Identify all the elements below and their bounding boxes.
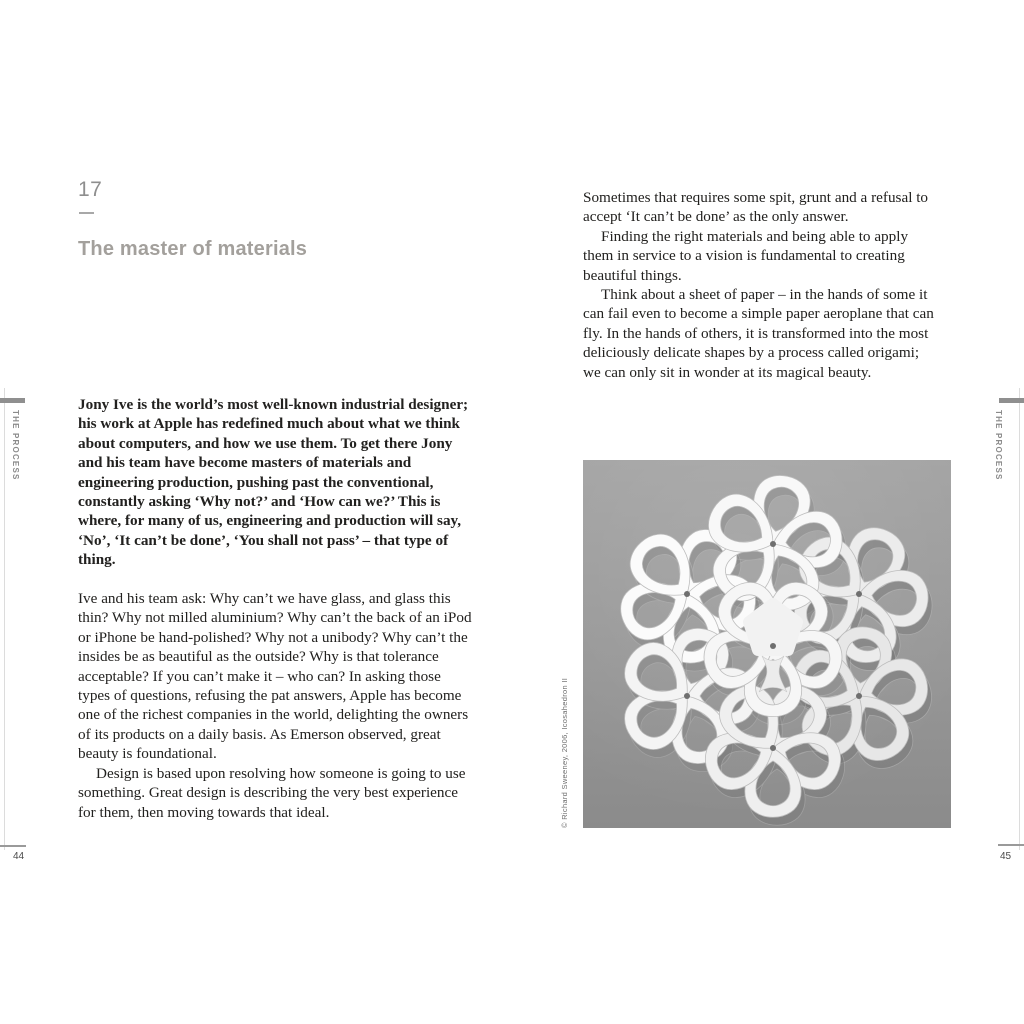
body-paragraph: Design is based upon resolving how someone is going to use something. Great design is describing the very best experience for them, then moving towards that ideal. xyxy=(78,764,466,821)
right-page-text-column xyxy=(583,188,939,382)
sidebar-label-right: THE PROCESS xyxy=(994,410,1003,481)
page-number-right: 45 xyxy=(1000,851,1012,862)
sidebar-label-left: THE PROCESS xyxy=(11,410,20,481)
origami-sculpture-image xyxy=(583,460,951,828)
section-bar-left xyxy=(0,398,25,403)
chapter-number-rule xyxy=(79,212,94,214)
chapter-number: 17 xyxy=(78,178,103,201)
section-bar-right xyxy=(999,398,1024,403)
page-number-left: 44 xyxy=(13,851,25,862)
photo-caption: © Richard Sweeney, 2006, Icosahedron II xyxy=(560,677,569,828)
body-paragraph: Ive and his team ask: Why can’t we have glass, and glass this thin? Why not milled aluminium? Why can’t the back of an iPod or iPhone be hand-polished? Why not a unibody? Why can’t the insides be as beautiful as the outside? Why is that tolerance acceptable? If you can’t make it – who can? In asking those types of questions, refusing the pat answers, Apple has become one of the richest companies in the world, delighting the owners of its products on a daily basis. As Emerson observed, great beauty is foundational. xyxy=(78,590,472,763)
folio-line-left xyxy=(0,845,26,847)
lead-paragraph: Jony Ive is the world’s most well-known industrial designer; his work at Apple has redefined much about what we think about computers, and how we use them. To get there Jony and his team have become masters of materials and engineering production, pushing past the conventional, constantly asking ‘Why not?’ and ‘How can we?’ This is where, for many of us, engineering and production will say, ‘No’, ‘It can’t be done’, ‘You shall not pass’ – that type of thing. xyxy=(78,396,469,569)
origami-sculpture-photo xyxy=(583,460,951,828)
body-paragraph: Think about a sheet of paper – in the hands of some it can fail even to become a simple paper aeroplane that can fly. In the hands of others, it is transformed into the most deliciously delicate shapes by a process called origami; we can only sit in wonder at its magical beauty. xyxy=(583,286,934,381)
body-paragraph: Finding the right materials and being able to apply them in service to a vision is fundamental to creating beautiful things. xyxy=(583,227,909,284)
chapter-title: The master of materials xyxy=(78,238,308,260)
page-edge-line-left xyxy=(4,388,5,850)
page-edge-line-right xyxy=(1019,388,1020,850)
body-paragraph: Sometimes that requires some spit, grunt and a refusal to accept ‘It can’t be done’ as the only answer. xyxy=(583,189,929,226)
left-page-text-column xyxy=(78,395,476,822)
folio-line-right xyxy=(998,844,1024,846)
